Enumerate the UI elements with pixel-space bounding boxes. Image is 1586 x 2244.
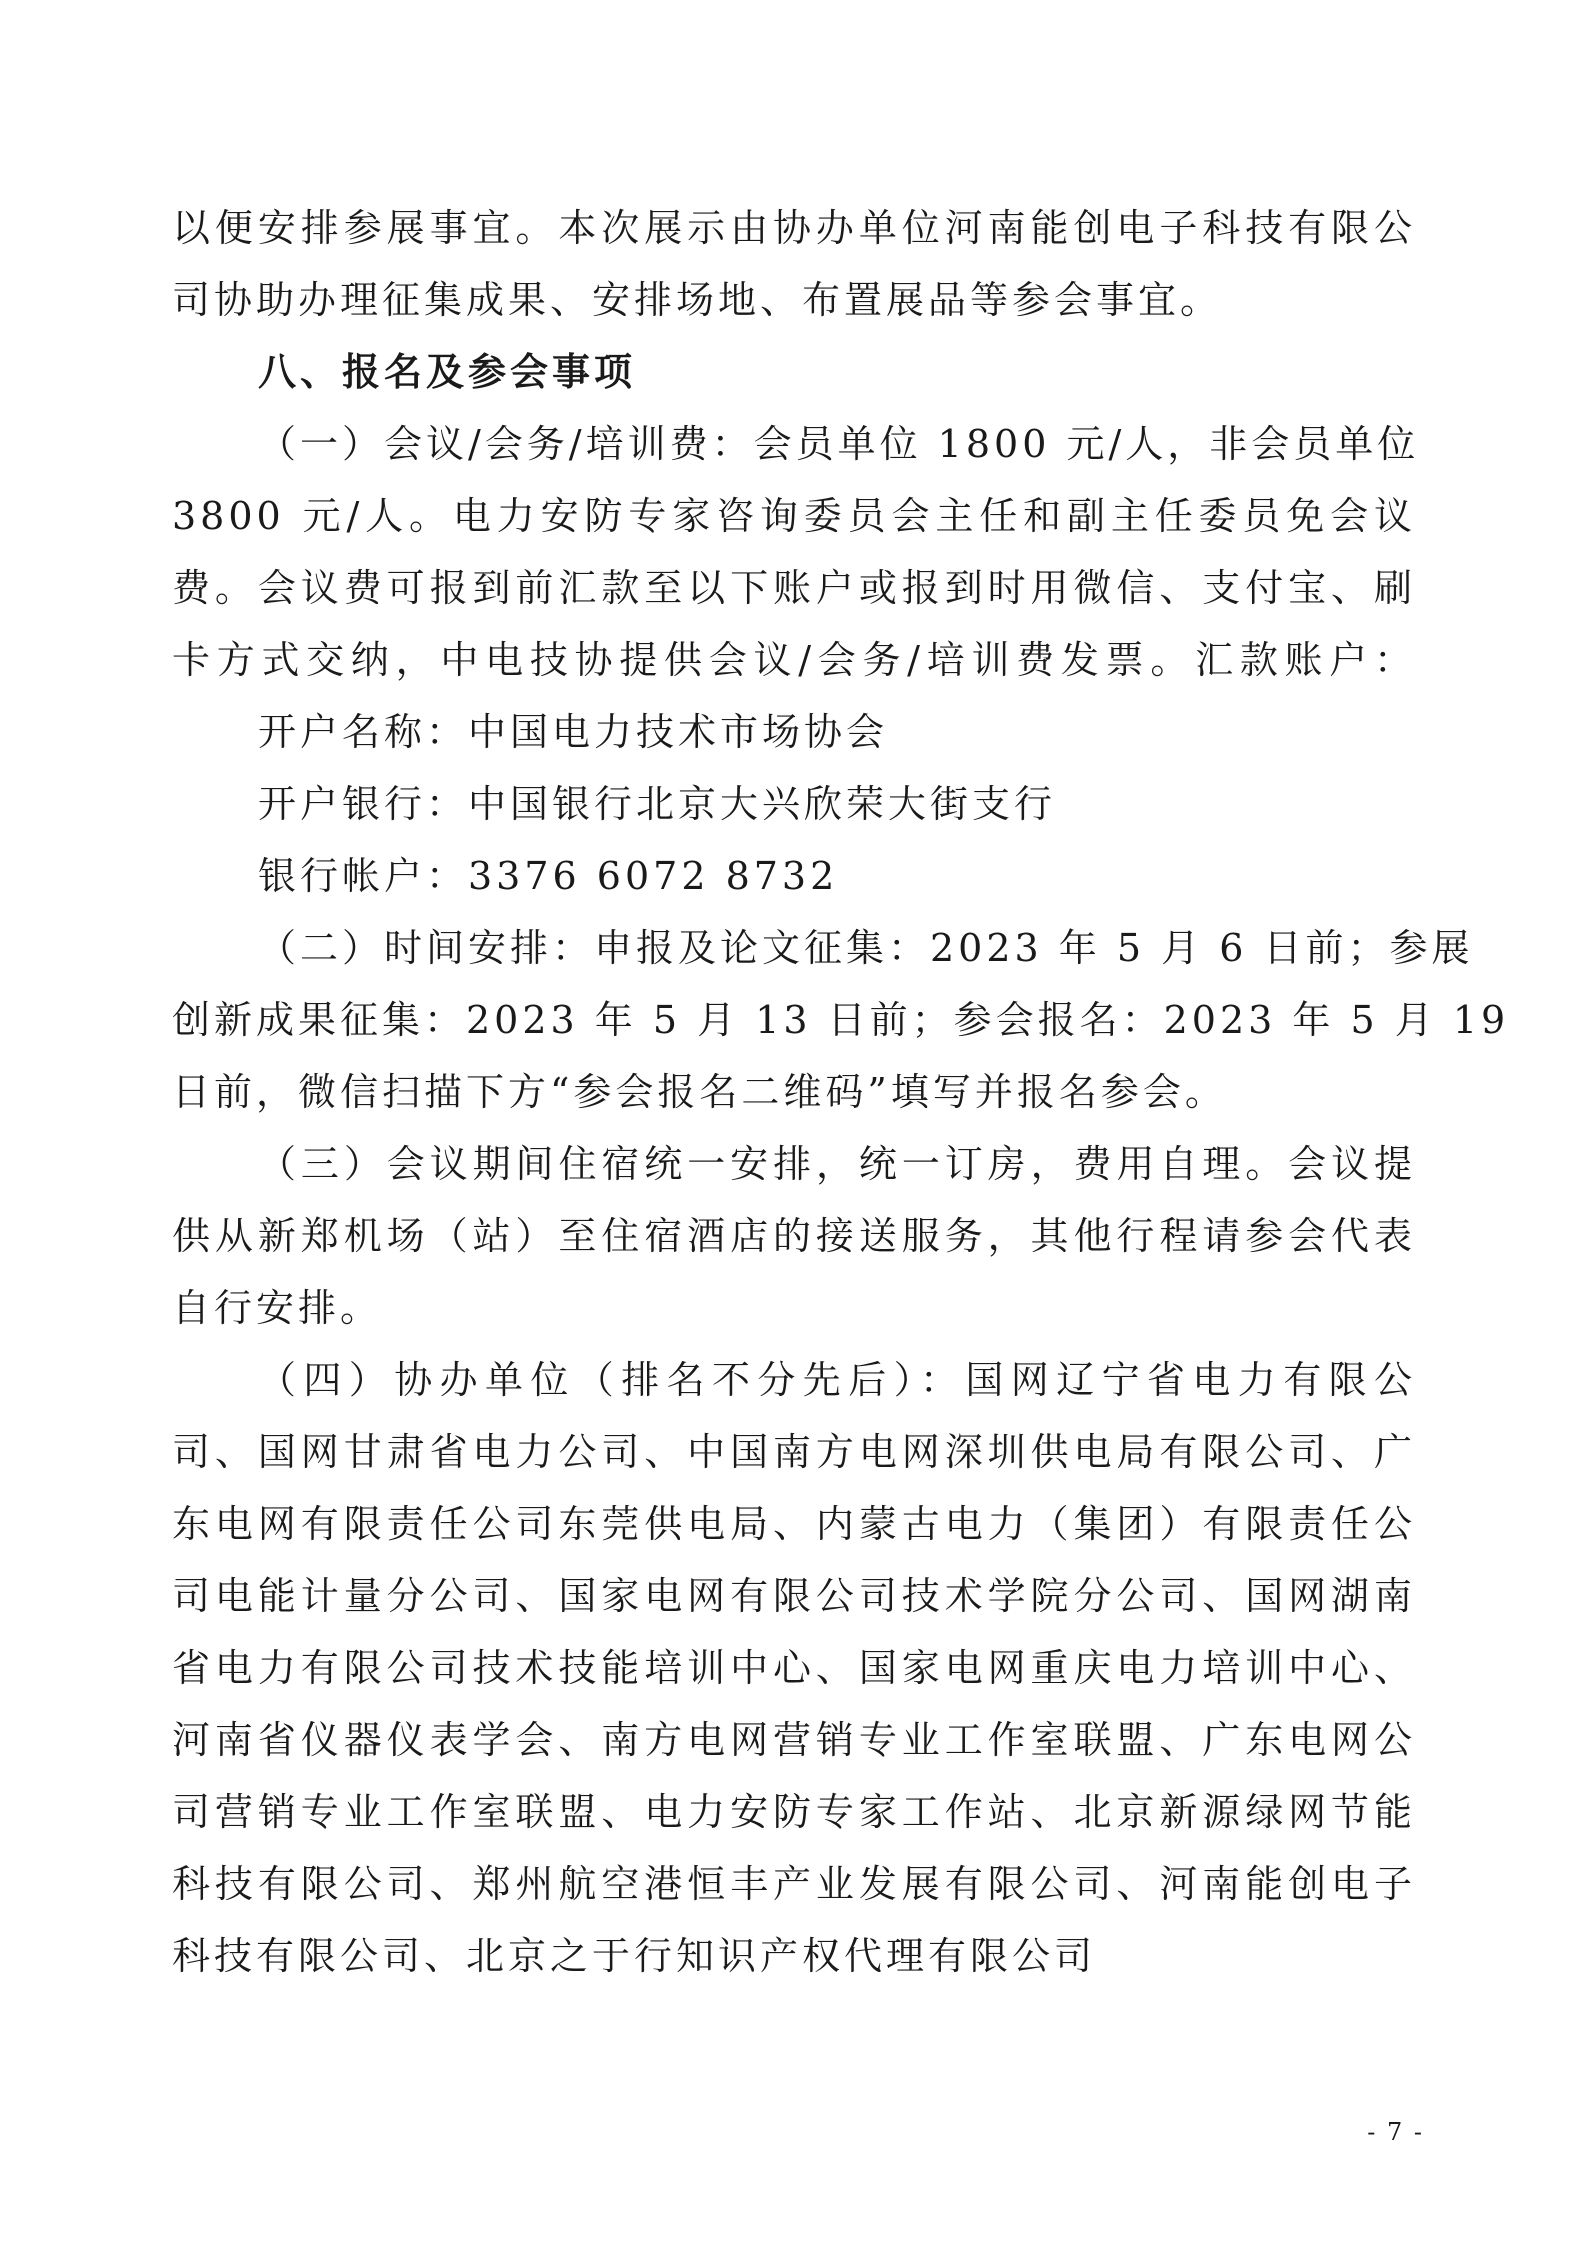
- text-line: （三）会议期间住宿统一安排，统一订房，费用自理。会议提: [258, 1142, 1416, 1186]
- section-heading: 八、报名及参会事项: [258, 350, 637, 394]
- account-info: [172, 696, 1416, 912]
- text-line: 以便安排参展事宜。本次展示由协办单位河南能创电子科技有限公: [172, 206, 1416, 250]
- text-line: 日前，微信扫描下方“参会报名二维码”填写并报名参会。: [172, 1070, 1227, 1114]
- text-line: 东电网有限责任公司东莞供电局、内蒙古电力（集团）有限责任公: [172, 1502, 1416, 1546]
- item-lodging-paragraph: [172, 1128, 1416, 1344]
- text-line: （一）会议/会务/培训费：会员单位 1800 元/人，非会员单位: [258, 422, 1420, 466]
- item-schedule-paragraph: [172, 912, 1510, 1128]
- text-line: 省电力有限公司技术技能培训中心、国家电网重庆电力培训中心、: [172, 1646, 1416, 1690]
- text-line: （二）时间安排：申报及论文征集：2023 年 5 月 6 日前；参展: [258, 926, 1474, 970]
- account-number: 银行帐户：3376 6072 8732: [258, 854, 839, 898]
- text-line: 创新成果征集：2023 年 5 月 13 日前；参会报名：2023 年 5 月 19: [172, 998, 1510, 1042]
- text-line: （四）协办单位（排名不分先后）：国网辽宁省电力有限公: [258, 1358, 1416, 1402]
- text-line: 河南省仪器仪表学会、南方电网营销专业工作室联盟、广东电网公: [172, 1718, 1416, 1762]
- page-number: - 7 -: [1367, 2118, 1424, 2146]
- text-line: 科技有限公司、郑州航空港恒丰产业发展有限公司、河南能创电子: [172, 1862, 1416, 1906]
- text-line: 司营销专业工作室联盟、电力安防专家工作站、北京新源绿网节能: [172, 1790, 1416, 1834]
- account-name: 开户名称：中国电力技术市场协会: [258, 710, 889, 754]
- account-bank: 开户银行：中国银行北京大兴欣荣大街支行: [258, 782, 1057, 826]
- text-line: 费。会议费可报到前汇款至以下账户或报到时用微信、支付宝、刷: [172, 566, 1416, 610]
- text-line: 卡方式交纳，中电技协提供会议/会务/培训费发票。汇款账户：: [172, 638, 1416, 682]
- item-fee-paragraph: [172, 408, 1420, 696]
- text-line: 3800 元/人。电力安防专家咨询委员会主任和副主任委员免会议: [172, 494, 1416, 538]
- text-line: 供从新郑机场（站）至住宿酒店的接送服务，其他行程请参会代表: [172, 1214, 1416, 1258]
- paragraph-intro: [172, 192, 1416, 336]
- text-line: 科技有限公司、北京之于行知识产权代理有限公司: [172, 1934, 1097, 1978]
- item-coorganizers-paragraph: [172, 1344, 1416, 1992]
- document-body: [172, 192, 1510, 1992]
- text-line: 自行安排。: [172, 1286, 383, 1330]
- text-line: 司电能计量分公司、国家电网有限公司技术学院分公司、国网湖南: [172, 1574, 1416, 1618]
- text-line: 司协助办理征集成果、安排场地、布置展品等参会事宜。: [172, 278, 1223, 322]
- text-line: 司、国网甘肃省电力公司、中国南方电网深圳供电局有限公司、广: [172, 1430, 1416, 1474]
